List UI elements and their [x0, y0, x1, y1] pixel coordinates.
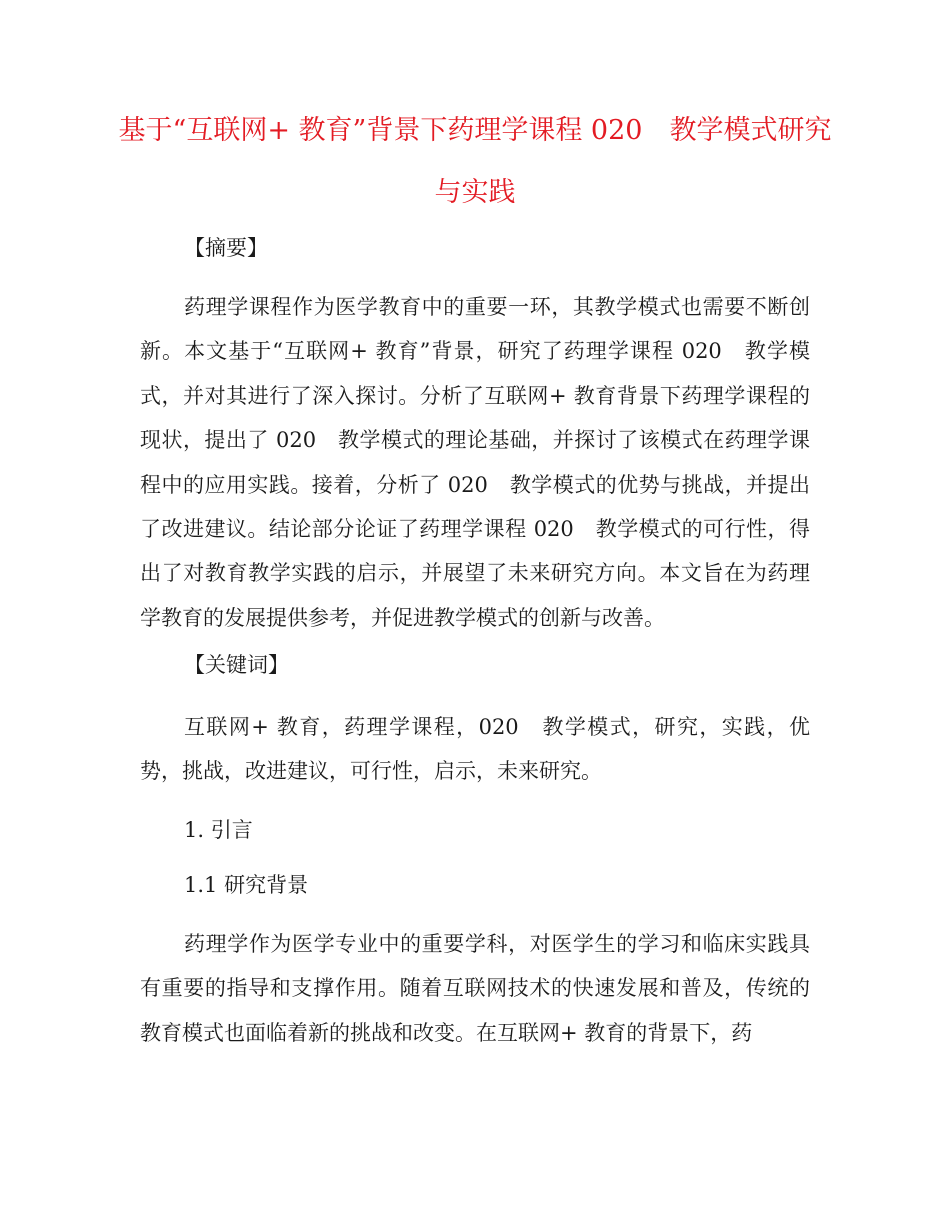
section-1-1-heading: 1.1 研究背景: [184, 873, 309, 897]
section-1-1-paragraph: 药理学作为医学专业中的重要学科，对医学生的学习和临床实践具有重要的指导和支撑作用。随着互联网技术的快速发展和普及，传统的教育模式也面临着新的挑战和改变。在互联网+ 教育的背景下，药: [140, 932, 810, 1045]
section-1-heading: 1. 引言: [184, 818, 253, 842]
document-title: 基于“互联网+ 教育”背景下药理学课程 020 教学模式研究与实践: [118, 115, 832, 208]
keywords-paragraph: 互联网+ 教育，药理学课程，020 教学模式，研究，实践，优势，挑战，改进建议，可行性，启示，未来研究。: [140, 715, 810, 784]
abstract-heading: 【摘要】: [184, 236, 268, 260]
keywords-heading: 【关键词】: [184, 653, 289, 677]
abstract-paragraph: 药理学课程作为医学教育中的重要一环，其教学模式也需要不断创新。本文基于“互联网+ 教育”背景，研究了药理学课程 020 教学模式，并对其进行了深入探讨。分析了互联网+ 教育背景下药理学课程的现状，提出了 020 教学模式的理论基础，并探讨了该模式在药理学课程中的应用实践。接着，分析了 020 教学模式的优势与挑战，并提出了改进建议。结论部分论证了药理学课程 020 教学模式的可行性，得出了对教育教学实践的启示，并展望了未来研究方向。本文旨在为药理学教育的发展提供参考，并促进教学模式的创新与改善。: [140, 295, 810, 630]
